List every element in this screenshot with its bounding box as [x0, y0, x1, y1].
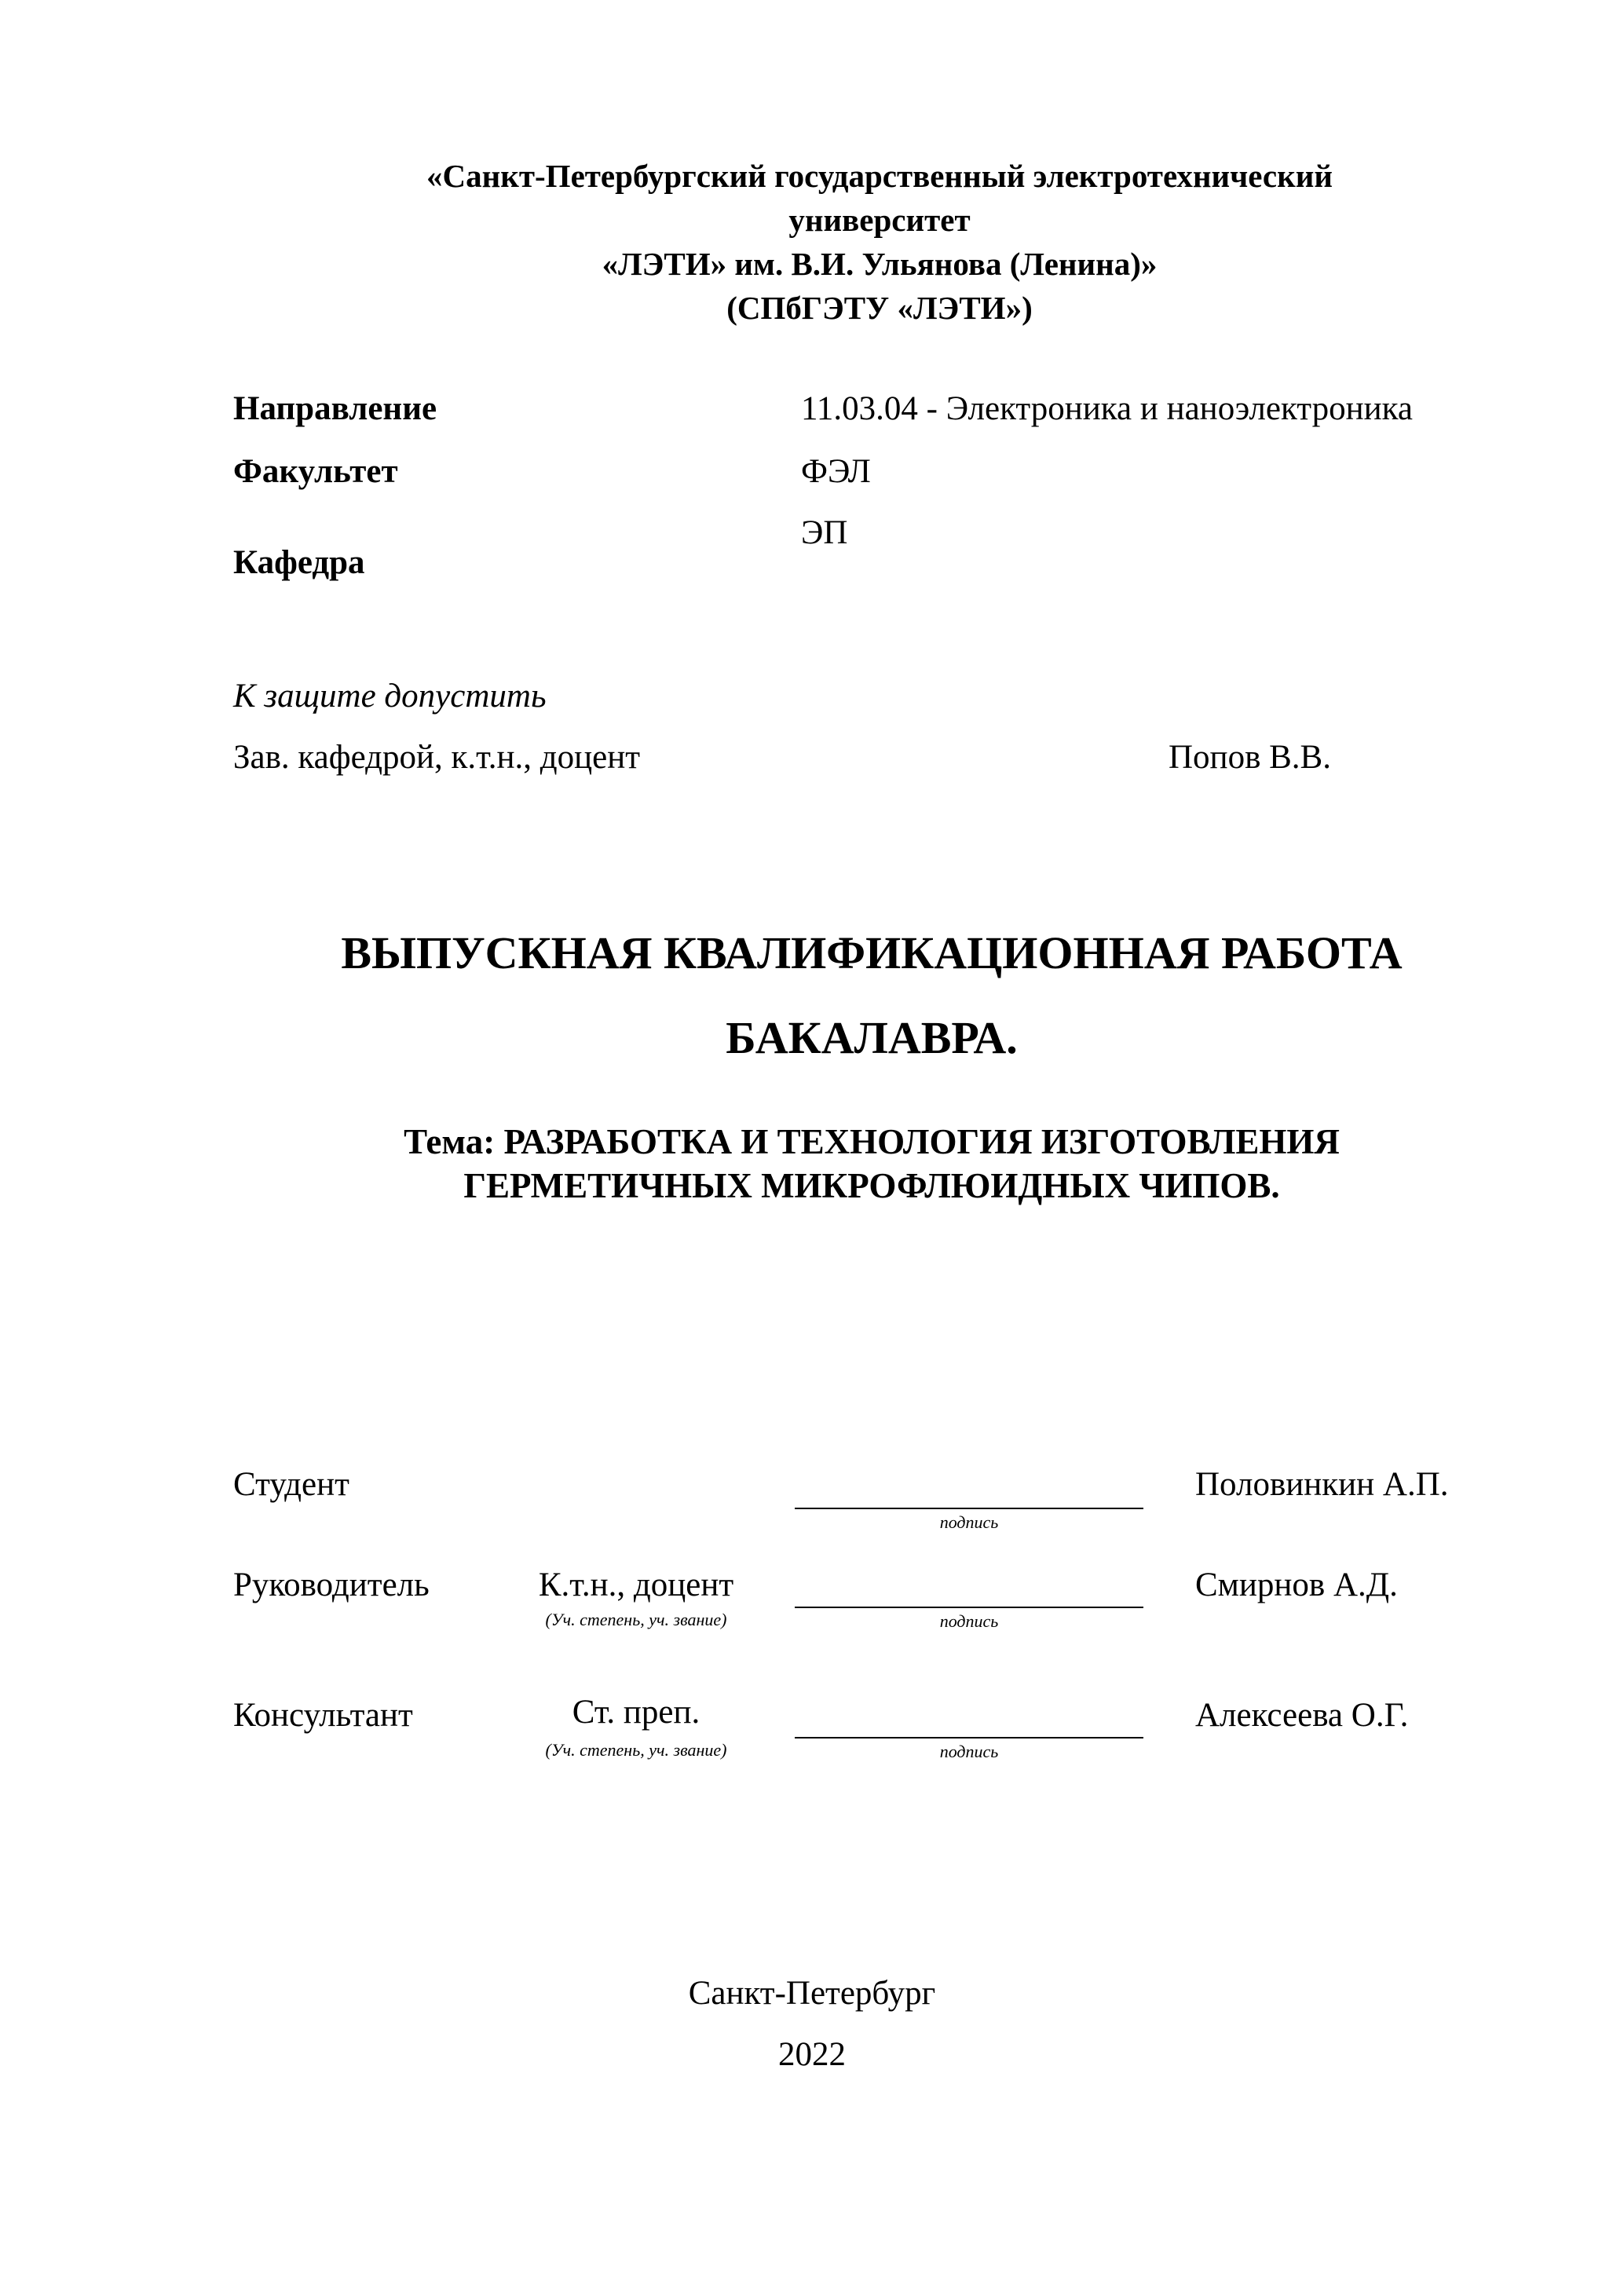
document-title-line-2: БАКАЛАВРА. — [726, 1012, 1018, 1063]
faculty-value: ФЭЛ — [801, 453, 871, 490]
student-role: Студент — [233, 1466, 349, 1503]
thesis-topic — [157, 1120, 1586, 1208]
thesis-topic-line-1: Тема: РАЗРАБОТКА И ТЕХНОЛОГИЯ ИЗГОТОВЛЕНИЯ — [404, 1122, 1340, 1161]
university-name-line-1: «Санкт-Петербургский государственный электротехнический — [426, 158, 1333, 194]
student-signature-line — [795, 1508, 1143, 1509]
admission-heading: К защите допустить — [233, 678, 547, 715]
admission-position: Зав. кафедрой, к.т.н., доцент — [233, 739, 641, 776]
consultant-signature-line — [795, 1737, 1143, 1738]
department-value: ЭП — [801, 514, 848, 551]
faculty-label: Факультет — [233, 453, 398, 490]
year: 2022 — [778, 2036, 846, 2073]
student-signature-hint: подпись — [939, 1512, 999, 1532]
university-abbreviation: (СПбГЭТУ «ЛЭТИ») — [726, 290, 1033, 326]
supervisor-role: Руководитель — [233, 1567, 430, 1603]
consultant-name: Алексеева О.Г. — [1195, 1697, 1409, 1734]
supervisor-signature-hint: подпись — [939, 1611, 999, 1631]
city: Санкт-Петербург — [688, 1975, 936, 2012]
document-title — [157, 911, 1586, 1080]
admission-name: Попов В.В. — [1169, 739, 1331, 776]
direction-label: Направление — [233, 390, 437, 427]
thesis-topic-line-2: ГЕРМЕТИЧНЫХ МИКРОФЛЮИДНЫХ ЧИПОВ. — [463, 1166, 1280, 1205]
document-title-line-1: ВЫПУСКНАЯ КВАЛИФИКАЦИОННАЯ РАБОТА — [341, 927, 1403, 978]
university-header — [236, 154, 1523, 330]
supervisor-degree-hint: (Уч. степень, уч. звание) — [545, 1610, 727, 1629]
direction-value: 11.03.04 - Электроника и наноэлектроника — [801, 390, 1413, 427]
consultant-role: Консультант — [233, 1697, 413, 1734]
university-name-line-3: «ЛЭТИ» им. В.И. Ульянова (Ленина)» — [602, 246, 1158, 282]
supervisor-degree: К.т.н., доцент — [538, 1567, 734, 1603]
supervisor-signature-line — [795, 1607, 1143, 1608]
consultant-degree-hint: (Уч. степень, уч. звание) — [545, 1740, 727, 1760]
university-name-line-2: университет — [788, 202, 971, 238]
student-name: Половинкин А.П. — [1195, 1466, 1449, 1503]
department-label: Кафедра — [233, 544, 365, 581]
consultant-signature-hint: подпись — [939, 1742, 999, 1761]
consultant-degree: Ст. преп. — [572, 1694, 700, 1731]
supervisor-name: Смирнов А.Д. — [1195, 1567, 1398, 1603]
